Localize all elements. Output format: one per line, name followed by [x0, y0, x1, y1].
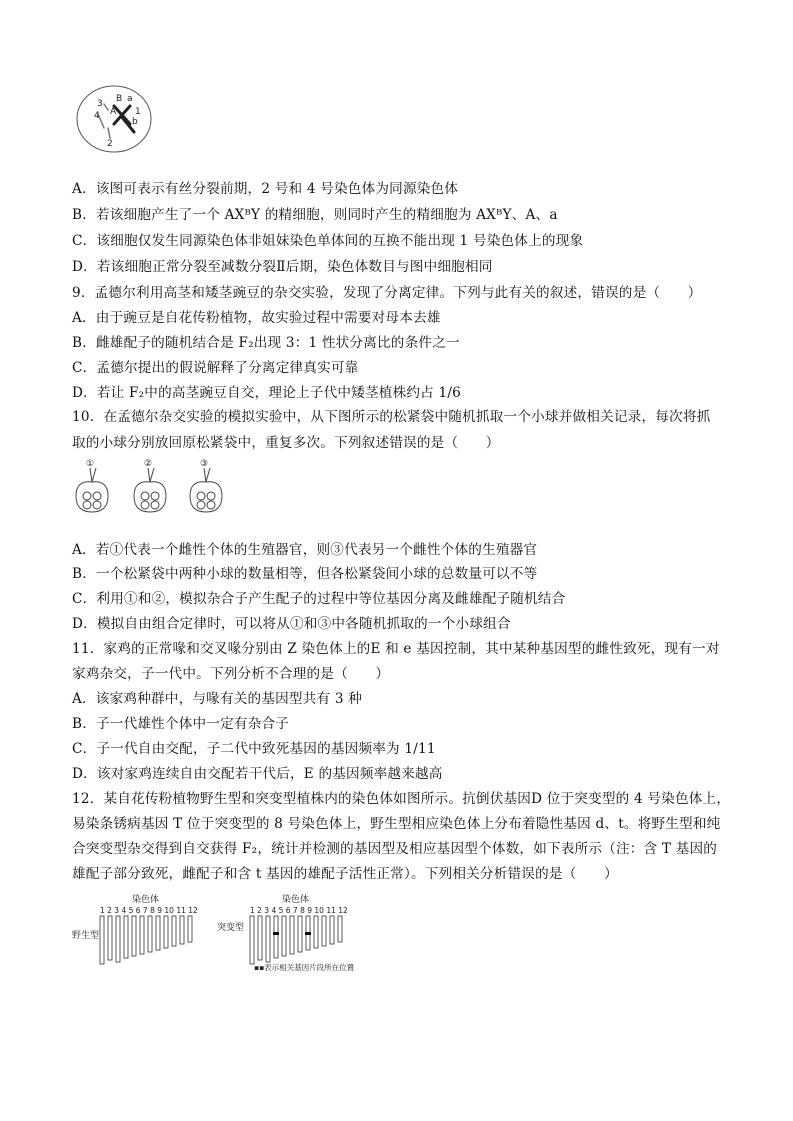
chromosome-bar: [330, 916, 334, 944]
q10-stem-line-1: 10．在孟德尔杂交实验的模拟实验中，从下图所示的松紧袋中随机抓取一个小球并做相关记录，每次将抓: [72, 409, 711, 425]
chromosome-title: 染色体: [282, 895, 310, 905]
q8-option-d: D．若该细胞正常分裂至减数分裂Ⅱ后期，染色体数目与图中细胞相同: [72, 259, 493, 275]
q11-stem-line-1: 11．家鸡的正常喙和交叉喙分别由 Z 染色体上的E 和 e 基因控制，其中某种基因型的雌性致死，现有一对: [72, 641, 720, 657]
bag-label: ①: [86, 459, 95, 469]
q12-stem-line-1: 12．某自花传粉植物野生型和突变型植株内的染色体如图所示。抗倒伏基因D 位于突变型的 4 号染色体上，: [72, 791, 731, 807]
cell-division-figure: [74, 84, 154, 154]
q10-option-c: C．利用①和②，模拟杂合子产生配子的过程中等位基因分离及雌雄配子随机结合: [72, 591, 566, 607]
q8-option-c: C．该细胞仅发生同源染色体非姐妹染色单体间的互换不能出现 1 号染色体上的现象: [72, 233, 584, 249]
chromosome-numbers: 1 2 3 4 5 6 7 8 9 10 11 12: [250, 906, 348, 915]
chromosome-bar: [132, 916, 136, 956]
chromosome-bar: [124, 916, 128, 958]
q11-option-c: C．子一代自由交配，子二代中致死基因的基因频率为 1/11: [72, 741, 436, 757]
q10-option-a: A．若①代表一个雌性个体的生殖器官，则③代表另一个雌性个体的生殖器官: [72, 542, 538, 558]
bag-label: ②: [144, 459, 153, 469]
chromosome-bar: [266, 916, 270, 962]
q11-option-a: A．该家鸡种群中，与喙有关的基因型共有 3 种: [72, 691, 362, 707]
gene-label: b: [132, 117, 138, 127]
bag-3: [190, 459, 222, 512]
q9-stem: 9．孟德尔利用高茎和矮茎豌豆的杂交实验，发现了分离定律。下列与此有关的叙述，错误的是（ ）: [72, 285, 702, 301]
wild-type-label: 野生型: [72, 931, 100, 941]
q12-stem-line-2: 易染条锈病基因 T 位于突变型的 8 号染色体上，野生型相应染色体上分布着隐性基因 d、t。将野生型和纯: [72, 816, 721, 832]
q8-option-a: A．该图可表示有丝分裂前期，2 号和 4 号染色体为同源染色体: [72, 181, 459, 197]
bags-figure: [70, 456, 240, 518]
chromosome-bar: [188, 916, 192, 942]
gene-label: B: [116, 94, 123, 104]
chromosome-bar: [108, 916, 112, 960]
chromosome-bar: [338, 916, 342, 942]
gene-label: A: [110, 107, 117, 117]
chromosome-bar: [148, 916, 152, 952]
q11-stem-line-2: 家鸡杂交，子一代中。下列分析不合理的是（ ）: [72, 666, 390, 682]
bag-2: [134, 459, 166, 512]
chromosome-bar: [258, 916, 262, 960]
q11-option-b: B．子一代雄性个体中一定有杂合子: [72, 716, 290, 732]
chromosome-label: 1: [135, 107, 141, 117]
figure-note: ▪▪表示相关基因片段所在位置: [254, 963, 355, 972]
q12-stem-line-4: 雄配子部分致死，雌配子和含 t 基因的雄配子活性正常）。下列相关分析错误的是（ ）: [72, 866, 618, 882]
q9-option-d: D．若让 F₂中的高茎豌豆自交，理论上子代中矮茎植株约占 1/6: [72, 385, 461, 401]
chromosome-bar: [140, 916, 144, 954]
chromosome-bar: [274, 916, 278, 958]
chromosome-bar: [298, 916, 302, 952]
q10-stem-line-2: 取的小球分别放回原松紧袋中，重复多次。下列叙述错误的是（ ）: [72, 435, 500, 451]
gene-marker: [305, 932, 311, 935]
q11-option-d: D．该对家鸡连续自由交配若干代后，E 的基因频率越来越高: [72, 766, 443, 782]
chromosome-label: 4: [94, 111, 100, 121]
chromosome-bar: [116, 916, 120, 962]
bag-label: ③: [200, 459, 209, 469]
chromosome-bar: [322, 916, 326, 946]
chromosome-numbers: 1 2 3 4 5 6 7 8 9 10 11 12: [100, 906, 198, 915]
chromosome-bar: [250, 916, 254, 964]
q10-option-d: D．模拟自由组合定律时，可以将从①和③中各随机抓取的一个小球组合: [72, 616, 511, 632]
bag-1: [76, 459, 108, 512]
chromosome-bar: [164, 916, 168, 948]
chromosome-figure: [72, 890, 362, 974]
mutant-type-label: 突变型: [217, 923, 245, 933]
chromosome-label: 3: [97, 99, 103, 109]
wild-chromosomes: [100, 916, 192, 964]
q8-option-b: B．若该细胞产生了一个 AXᴮY 的精细胞，则同时产生的精细胞为 AXᴮY、A、a: [72, 207, 558, 223]
gene-marker: [273, 932, 279, 935]
mutant-chromosomes: [250, 916, 342, 964]
chromosome-bar: [314, 916, 318, 948]
q12-stem-line-3: 合突变型杂交得到自交获得 F₂，统计并检测的基因型及相应基因型个体数，如下表所示（注：含 T 基因的: [72, 841, 718, 857]
chromosome-bar: [180, 916, 184, 944]
q10-option-b: B．一个松紧袋中两种小球的数量相等，但各松紧袋间小球的总数量可以不等: [72, 566, 538, 582]
q9-option-b: B．雌雄配子的随机结合是 F₂出现 3：1 性状分离比的条件之一: [72, 335, 460, 351]
chromosome-bar: [282, 916, 286, 956]
chromosome-bar: [290, 916, 294, 954]
gene-label: a: [127, 94, 133, 104]
q9-option-c: C．孟德尔提出的假说解释了分离定律真实可靠: [72, 360, 359, 376]
q9-option-a: A．由于豌豆是自花传粉植物，故实验过程中需要对母本去雄: [72, 310, 441, 326]
chromosome-bar: [100, 916, 104, 964]
chromosome-bar: [172, 916, 176, 946]
chromosome-bar: [156, 916, 160, 950]
chromosome-label: 2: [107, 139, 113, 149]
chromosome-title: 染色体: [132, 895, 160, 905]
